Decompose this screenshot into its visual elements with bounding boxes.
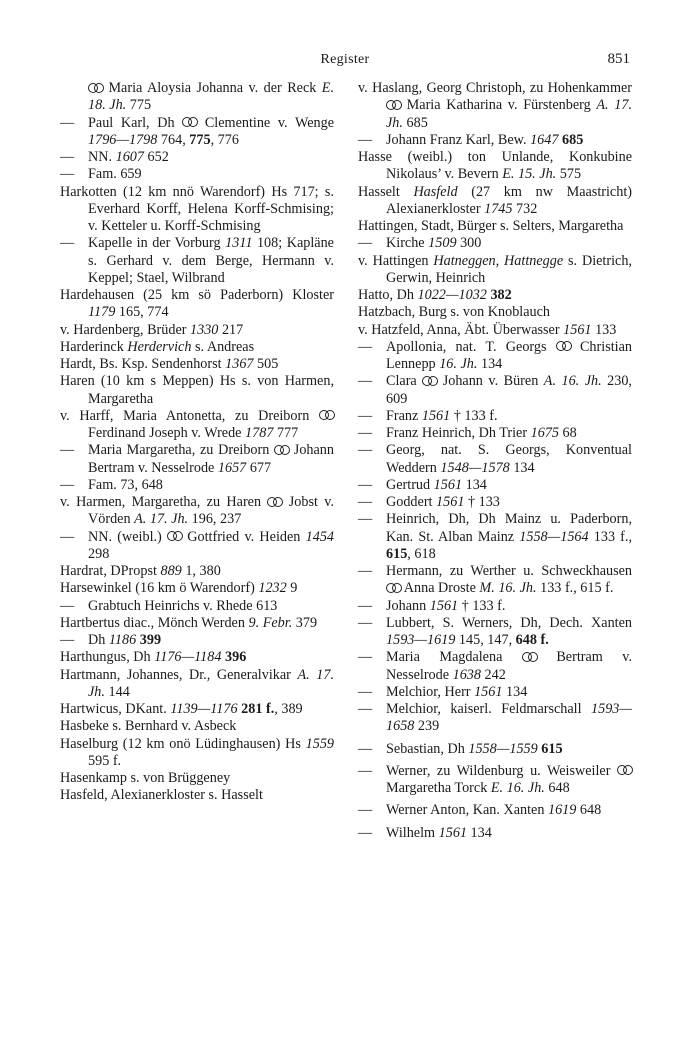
entry-text: 1561 — [436, 494, 465, 510]
entry-dash-marker: — — [358, 338, 373, 355]
entry-dash-marker: — — [358, 683, 373, 700]
entry-text: Werner Anton, Kan. Xanten — [386, 802, 548, 819]
entry-dash-marker: — — [60, 442, 75, 459]
index-entry — [60, 632, 334, 649]
index-entry — [358, 218, 632, 235]
entry-text: s. Dietrich, Gerwin, Heinrich — [386, 252, 632, 286]
entry-text: Haselburg (12 km onö Lüdinghausen) Hs — [60, 735, 306, 752]
index-entry — [358, 649, 632, 684]
entry-dash-marker: — — [358, 740, 373, 757]
index-entry — [358, 184, 632, 219]
entry-text: 1638 — [452, 666, 481, 683]
entry-text: Hermann, zu Werther u. Schweckhausen — [386, 563, 632, 579]
index-entry — [358, 763, 632, 798]
entry-text: 9. Febr. — [248, 614, 293, 631]
entry-dash-marker: — — [60, 114, 75, 131]
entry-text: Hasfeld, Alexianerkloster s. Hasselt — [60, 787, 263, 804]
index-content — [60, 80, 632, 842]
entry-text: v. Haslang, Georg Christoph, zu Hohenkammer — [358, 80, 632, 96]
entry-text: 134 — [462, 476, 487, 493]
index-entry — [358, 322, 632, 339]
index-entry — [358, 373, 632, 408]
index-entry — [358, 408, 632, 425]
entry-text: 889 — [160, 563, 182, 579]
entry-text: A. 16. Jh. — [543, 373, 602, 390]
entry-text: Hardrat, DPropst — [60, 563, 161, 579]
entry-text: Georg, nat. S. Georgs, Konventual Weddern — [386, 442, 632, 476]
entry-text: 652 — [143, 149, 169, 165]
entry-text: 1593—1619 — [386, 632, 456, 648]
entry-text: Goddert — [386, 494, 437, 510]
entry-text: 1796—1798 — [88, 131, 158, 148]
marriage-icon — [556, 341, 571, 351]
entry-text: Hatto, Dh — [358, 287, 418, 303]
entry-text: Gottfried v. Heiden — [182, 528, 306, 545]
index-entry — [358, 701, 632, 736]
entry-text: † 133 — [464, 494, 500, 510]
marriage-icon — [386, 583, 401, 593]
index-entry — [358, 425, 632, 442]
entry-dash-marker: — — [358, 802, 373, 819]
index-entry — [358, 339, 632, 374]
entry-dash-marker: — — [358, 494, 373, 510]
entry-text: 1558—1564 — [519, 528, 589, 545]
entry-dash-marker: — — [358, 373, 373, 390]
marriage-icon — [617, 765, 632, 775]
entry-text: Hardehausen (25 km sö Paderborn) Kloster — [60, 287, 334, 303]
entry-text: Franz Heinrich, Dh Trier — [386, 425, 531, 441]
entry-text: 133 f., — [588, 528, 632, 545]
entry-text: Harderinck — [60, 338, 128, 355]
index-entry — [60, 649, 334, 666]
page-header — [60, 52, 630, 72]
entry-text: Harthungus, Dh — [60, 649, 155, 666]
entry-text: 196, 237 — [188, 511, 242, 528]
marriage-icon — [319, 410, 334, 420]
entry-text: 1311 — [225, 235, 253, 252]
entry-dash-marker: — — [358, 649, 373, 666]
index-entry — [60, 615, 334, 632]
entry-text: Melchior, Herr — [386, 683, 475, 700]
entry-text: Christian Lennepp — [386, 338, 632, 372]
index-entry — [358, 494, 632, 511]
index-entry — [60, 598, 334, 615]
entry-text: 396 — [225, 649, 247, 666]
entry-text: 133 — [591, 321, 617, 338]
entry-text: Grabtuch Heinrichs v. Rhede 613 — [88, 597, 278, 614]
entry-text: 1787 — [245, 425, 274, 441]
entry-dash-marker: — — [60, 597, 75, 614]
index-entry — [60, 701, 334, 718]
marriage-icon — [267, 497, 282, 507]
entry-dash-marker: — — [358, 762, 373, 779]
entry-text: Hatneggen, Hattnegge — [433, 252, 564, 269]
entry-text: 68 — [559, 425, 577, 441]
entry-text: 685 — [402, 114, 428, 131]
entry-text: Kirche — [386, 235, 429, 252]
entry-text: , 389 — [274, 701, 303, 717]
index-entry — [60, 287, 334, 322]
entry-text: 1, 380 — [181, 563, 221, 579]
entry-text: Hasselt — [358, 183, 414, 200]
entry-text: A. 17. Jh. — [88, 666, 334, 700]
entry-text: Harsewinkel (16 km ö Warendorf) — [60, 580, 259, 597]
entry-text: NN. — [88, 149, 116, 165]
entry-dash-marker: — — [358, 597, 373, 614]
entry-text: A. 17. Jh. — [386, 97, 632, 131]
entry-text: Johann Franz Karl, Bew. — [386, 131, 531, 148]
index-entry — [60, 408, 334, 443]
entry-text: Gertrud — [386, 476, 434, 493]
entry-text: 1647 — [530, 131, 559, 148]
entry-text: Hattingen, Stadt, Bürger s. Selters, Margaretha — [358, 218, 624, 234]
entry-dash-marker: — — [358, 476, 373, 493]
entry-text: Hasenkamp s. von Brüggeney — [60, 770, 231, 786]
entry-text: 144 — [104, 683, 130, 700]
entry-text: Maria Margaretha, zu Dreiborn — [88, 442, 275, 459]
index-entry — [60, 184, 334, 236]
index-entry — [60, 580, 334, 597]
entry-text: 1232 — [258, 580, 287, 597]
entry-text: 1176—1184 — [154, 649, 222, 666]
entry-text: 1558—1559 — [468, 740, 538, 757]
entry-text: v. Hardenberg, Brüder — [60, 321, 191, 338]
entry-text: 648 — [576, 802, 602, 819]
entry-text: 298 — [88, 545, 110, 562]
entry-text: 300 — [456, 235, 482, 252]
entry-text: 505 — [253, 356, 279, 372]
entry-text: 133 f., 615 f. — [536, 580, 614, 597]
entry-text: Margaretha Torck — [386, 780, 491, 796]
entry-text: 134 — [509, 459, 535, 476]
index-column-right — [358, 80, 632, 842]
entry-text: 239 — [414, 718, 440, 735]
index-entry — [60, 166, 334, 183]
entry-text: 230, 609 — [386, 373, 632, 407]
entry-text: E. 18. Jh. — [88, 80, 334, 114]
index-entry — [60, 718, 334, 735]
entry-dash-marker: — — [60, 166, 75, 183]
entry-text: 1745 — [484, 200, 513, 217]
entry-text: Ferdinand Joseph v. Wrede — [88, 425, 246, 441]
entry-text: 777 — [273, 425, 299, 441]
index-entry — [358, 684, 632, 701]
entry-text: 379 — [292, 614, 318, 631]
index-entry — [60, 149, 334, 166]
entry-text: 1675 — [530, 425, 559, 441]
entry-text: Clementine v. Wenge — [197, 114, 334, 131]
entry-text: 648 f. — [515, 632, 549, 648]
index-entry — [60, 736, 334, 771]
entry-text: Fam. 73, 648 — [88, 476, 163, 493]
entry-text: 1022—1032 — [417, 287, 487, 303]
index-entry — [60, 373, 334, 408]
entry-text: 732 — [512, 200, 538, 217]
entry-text: 648 — [544, 780, 570, 796]
marriage-icon — [88, 83, 103, 93]
entry-text: Maria Magdalena — [386, 649, 522, 666]
index-entry — [358, 741, 632, 758]
entry-text: 775 — [189, 131, 211, 148]
index-entry — [358, 149, 632, 184]
marriage-icon — [422, 376, 437, 386]
entry-dash-marker: — — [358, 407, 373, 424]
entry-text: Johann v. Büren — [437, 373, 544, 390]
entry-text: Fam. 659 — [88, 166, 142, 183]
entry-text: 134 — [477, 356, 503, 372]
entry-dash-marker: — — [60, 476, 75, 493]
entry-text: Heinrich, Dh, Dh Mainz u. Paderborn, Kan. St. Alban Mainz — [386, 511, 632, 545]
entry-text: 1367 — [225, 356, 254, 372]
entry-text: 134 — [467, 824, 492, 841]
index-entry — [358, 511, 632, 563]
entry-text: Wilhelm — [386, 824, 439, 841]
entry-text: 1607 — [115, 149, 144, 165]
entry-dash-marker: — — [358, 442, 373, 459]
index-entry — [358, 235, 632, 252]
entry-text: Hartbertus diac., Mönch Werden — [60, 614, 249, 631]
index-entry — [358, 253, 632, 288]
entry-text: Hasse (weibl.) ton Unlande, Konkubine Nikolaus’ v. Bevern — [358, 149, 632, 183]
entry-text: Anna Droste — [401, 580, 480, 597]
index-entry — [358, 802, 632, 819]
entry-text: v. Hatzfeld, Anna, Äbt. Überwasser — [358, 321, 564, 338]
index-entry — [358, 80, 632, 132]
entry-text: 399 — [139, 632, 162, 648]
entry-text: 764, — [157, 131, 190, 148]
entry-text: Hartwicus, DKant. — [60, 701, 171, 717]
entry-text: 1454 — [305, 528, 334, 545]
index-entry — [358, 563, 632, 598]
entry-text: 1561 — [433, 476, 463, 493]
entry-text: 1657 — [217, 459, 247, 476]
entry-text: 281 f. — [241, 701, 275, 717]
index-entry — [358, 598, 632, 615]
entry-text: † 133 f. — [458, 597, 506, 614]
entry-text: Lubbert, S. Werners, Dh, Dech. Xanten — [386, 614, 632, 631]
entry-text: Sebastian, Dh — [386, 740, 469, 757]
index-entry — [358, 132, 632, 149]
index-entry — [60, 339, 334, 356]
entry-text: 9 — [286, 580, 298, 597]
entry-dash-marker: — — [60, 149, 75, 165]
index-entry — [358, 825, 632, 842]
entry-text: 575 — [556, 166, 582, 183]
entry-text: 1179 — [88, 304, 116, 321]
entry-text: 1559 — [305, 735, 334, 752]
index-entry — [60, 80, 334, 115]
entry-text: s. Andreas — [191, 338, 255, 355]
entry-text: Bertram v. Nesselrode — [386, 649, 633, 683]
entry-text: Hasbeke s. Bernhard v. Asbeck — [60, 718, 237, 735]
entry-text: v. Harmen, Margaretha, zu Haren — [60, 494, 268, 510]
entry-text: 1619 — [547, 802, 577, 819]
entry-text: NN. (weibl.) — [88, 528, 168, 545]
entry-text: , 776 — [210, 131, 239, 148]
index-entry — [60, 563, 334, 580]
entry-text: Werner, zu Wildenburg u. Weisweiler — [386, 762, 617, 779]
entry-dash-marker: — — [358, 824, 373, 841]
entry-text: 134 — [502, 683, 528, 700]
entry-dash-marker: — — [60, 235, 75, 252]
entry-text: v. Hattingen — [358, 252, 434, 269]
entry-dash-marker: — — [358, 131, 373, 148]
entry-text: E. 15. Jh. — [502, 166, 557, 183]
entry-text: 1509 — [428, 235, 457, 252]
entry-text: Kapelle in der Vorburg — [88, 235, 226, 252]
entry-text: 242 — [480, 666, 506, 683]
entry-text: , 618 — [407, 545, 436, 562]
entry-text: E. 16. Jh. — [490, 780, 545, 796]
entry-text: 1561 — [438, 824, 467, 841]
index-entry — [60, 770, 334, 787]
entry-text: Haren (10 km s Meppen) Hs s. von Harmen, Margaretha — [60, 373, 334, 407]
entry-text: 1593—1658 — [386, 701, 632, 735]
entry-text: Apollonia, nat. T. Georgs — [386, 338, 556, 355]
entry-text: A. 17. Jh. — [134, 511, 189, 528]
index-entry — [358, 442, 632, 477]
entry-text: 108; Kapläne s. Gerhard v. dem Berge, Hermann v. Keppel; Stael, Wilbrand — [88, 235, 334, 286]
index-entry — [358, 287, 632, 304]
entry-text: 1548—1578 — [440, 459, 510, 476]
index-entry — [60, 667, 334, 702]
entry-text: Hatzbach, Burg s. von Knoblauch — [358, 304, 551, 321]
entry-text: 775 — [126, 97, 152, 114]
entry-text: 1561 — [474, 683, 503, 700]
marriage-icon — [522, 652, 537, 662]
entry-text: 16. Jh. — [439, 356, 478, 372]
entry-dash-marker: — — [358, 614, 373, 631]
entry-text: 1561 — [429, 597, 459, 614]
entry-text: Hasfeld — [413, 183, 458, 200]
entry-text: 685 — [562, 131, 584, 148]
entry-text: Maria Katharina v. Fürstenberg — [401, 97, 597, 114]
index-entry — [60, 356, 334, 373]
entry-text: 1186 — [108, 632, 137, 648]
entry-text: 1139—1176 — [170, 701, 238, 717]
entry-dash-marker: — — [358, 701, 373, 717]
marriage-icon — [182, 117, 197, 127]
index-entry — [60, 787, 334, 804]
entry-text: 595 f. — [88, 752, 122, 769]
entry-text: Johann — [386, 597, 430, 614]
marriage-icon — [386, 100, 401, 110]
index-entry — [60, 235, 334, 287]
index-entry — [358, 477, 632, 494]
page-number: 851 — [607, 51, 630, 67]
entry-text: Clara — [386, 373, 423, 390]
entry-text: 677 — [246, 459, 272, 476]
marriage-icon — [167, 531, 182, 541]
entry-text: 1561 — [421, 407, 451, 424]
entry-text: 165, 774 — [115, 304, 169, 321]
entry-text: Johann Bertram v. Nesselrode — [88, 442, 334, 476]
entry-dash-marker: — — [60, 632, 75, 648]
entry-dash-marker: — — [358, 235, 373, 252]
entry-text: 1561 — [563, 321, 592, 338]
entry-text: Franz — [386, 407, 422, 424]
entry-text: Harkotten (12 km nnö Warendorf) Hs 717; s. Everhard Korff, Helena Korff-Schmising; v. Ketteler u. Korff-Schmising — [60, 183, 334, 234]
entry-dash-marker: — — [358, 511, 373, 528]
entry-text: 615 — [541, 740, 563, 757]
entry-text: Hartmann, Johannes, Dr., Generalvikar — [60, 666, 298, 683]
entry-text: Herdervich — [127, 338, 192, 355]
entry-text: 1330 — [190, 321, 219, 338]
marriage-icon — [274, 445, 289, 455]
index-entry — [60, 477, 334, 494]
index-entry — [358, 304, 632, 321]
index-entry — [60, 322, 334, 339]
index-entry — [60, 494, 334, 529]
entry-text: † 133 f. — [450, 407, 498, 424]
index-entry — [60, 115, 334, 150]
index-entry — [358, 615, 632, 650]
entry-text: Dh — [88, 632, 109, 648]
entry-text: 382 — [490, 287, 512, 303]
entry-dash-marker: — — [358, 563, 373, 579]
index-entry — [60, 442, 334, 477]
entry-text: Jobst v. Vörden — [88, 494, 335, 528]
entry-text: v. Harff, Maria Antonetta, zu Dreiborn — [60, 407, 319, 424]
entry-text: (27 km nw Maastricht) Alexianerkloster — [386, 183, 632, 217]
entry-dash-marker: — — [358, 425, 373, 441]
entry-text: M. 16. Jh. — [479, 580, 537, 597]
entry-text: Maria Aloysia Johanna v. der Reck — [103, 80, 322, 96]
running-title: Register — [320, 52, 370, 67]
entry-text: 145, 147, — [455, 632, 516, 648]
entry-text: Hardt, Bs. Ksp. Sendenhorst — [60, 356, 226, 372]
entry-text: 217 — [218, 321, 244, 338]
entry-dash-marker: — — [60, 528, 75, 545]
entry-text: Melchior, kaiserl. Feldmarschall — [386, 701, 591, 717]
index-entry — [60, 529, 334, 564]
index-column-left — [60, 80, 334, 842]
entry-text: 615 — [386, 545, 408, 562]
entry-text: Paul Karl, Dh — [88, 114, 183, 131]
